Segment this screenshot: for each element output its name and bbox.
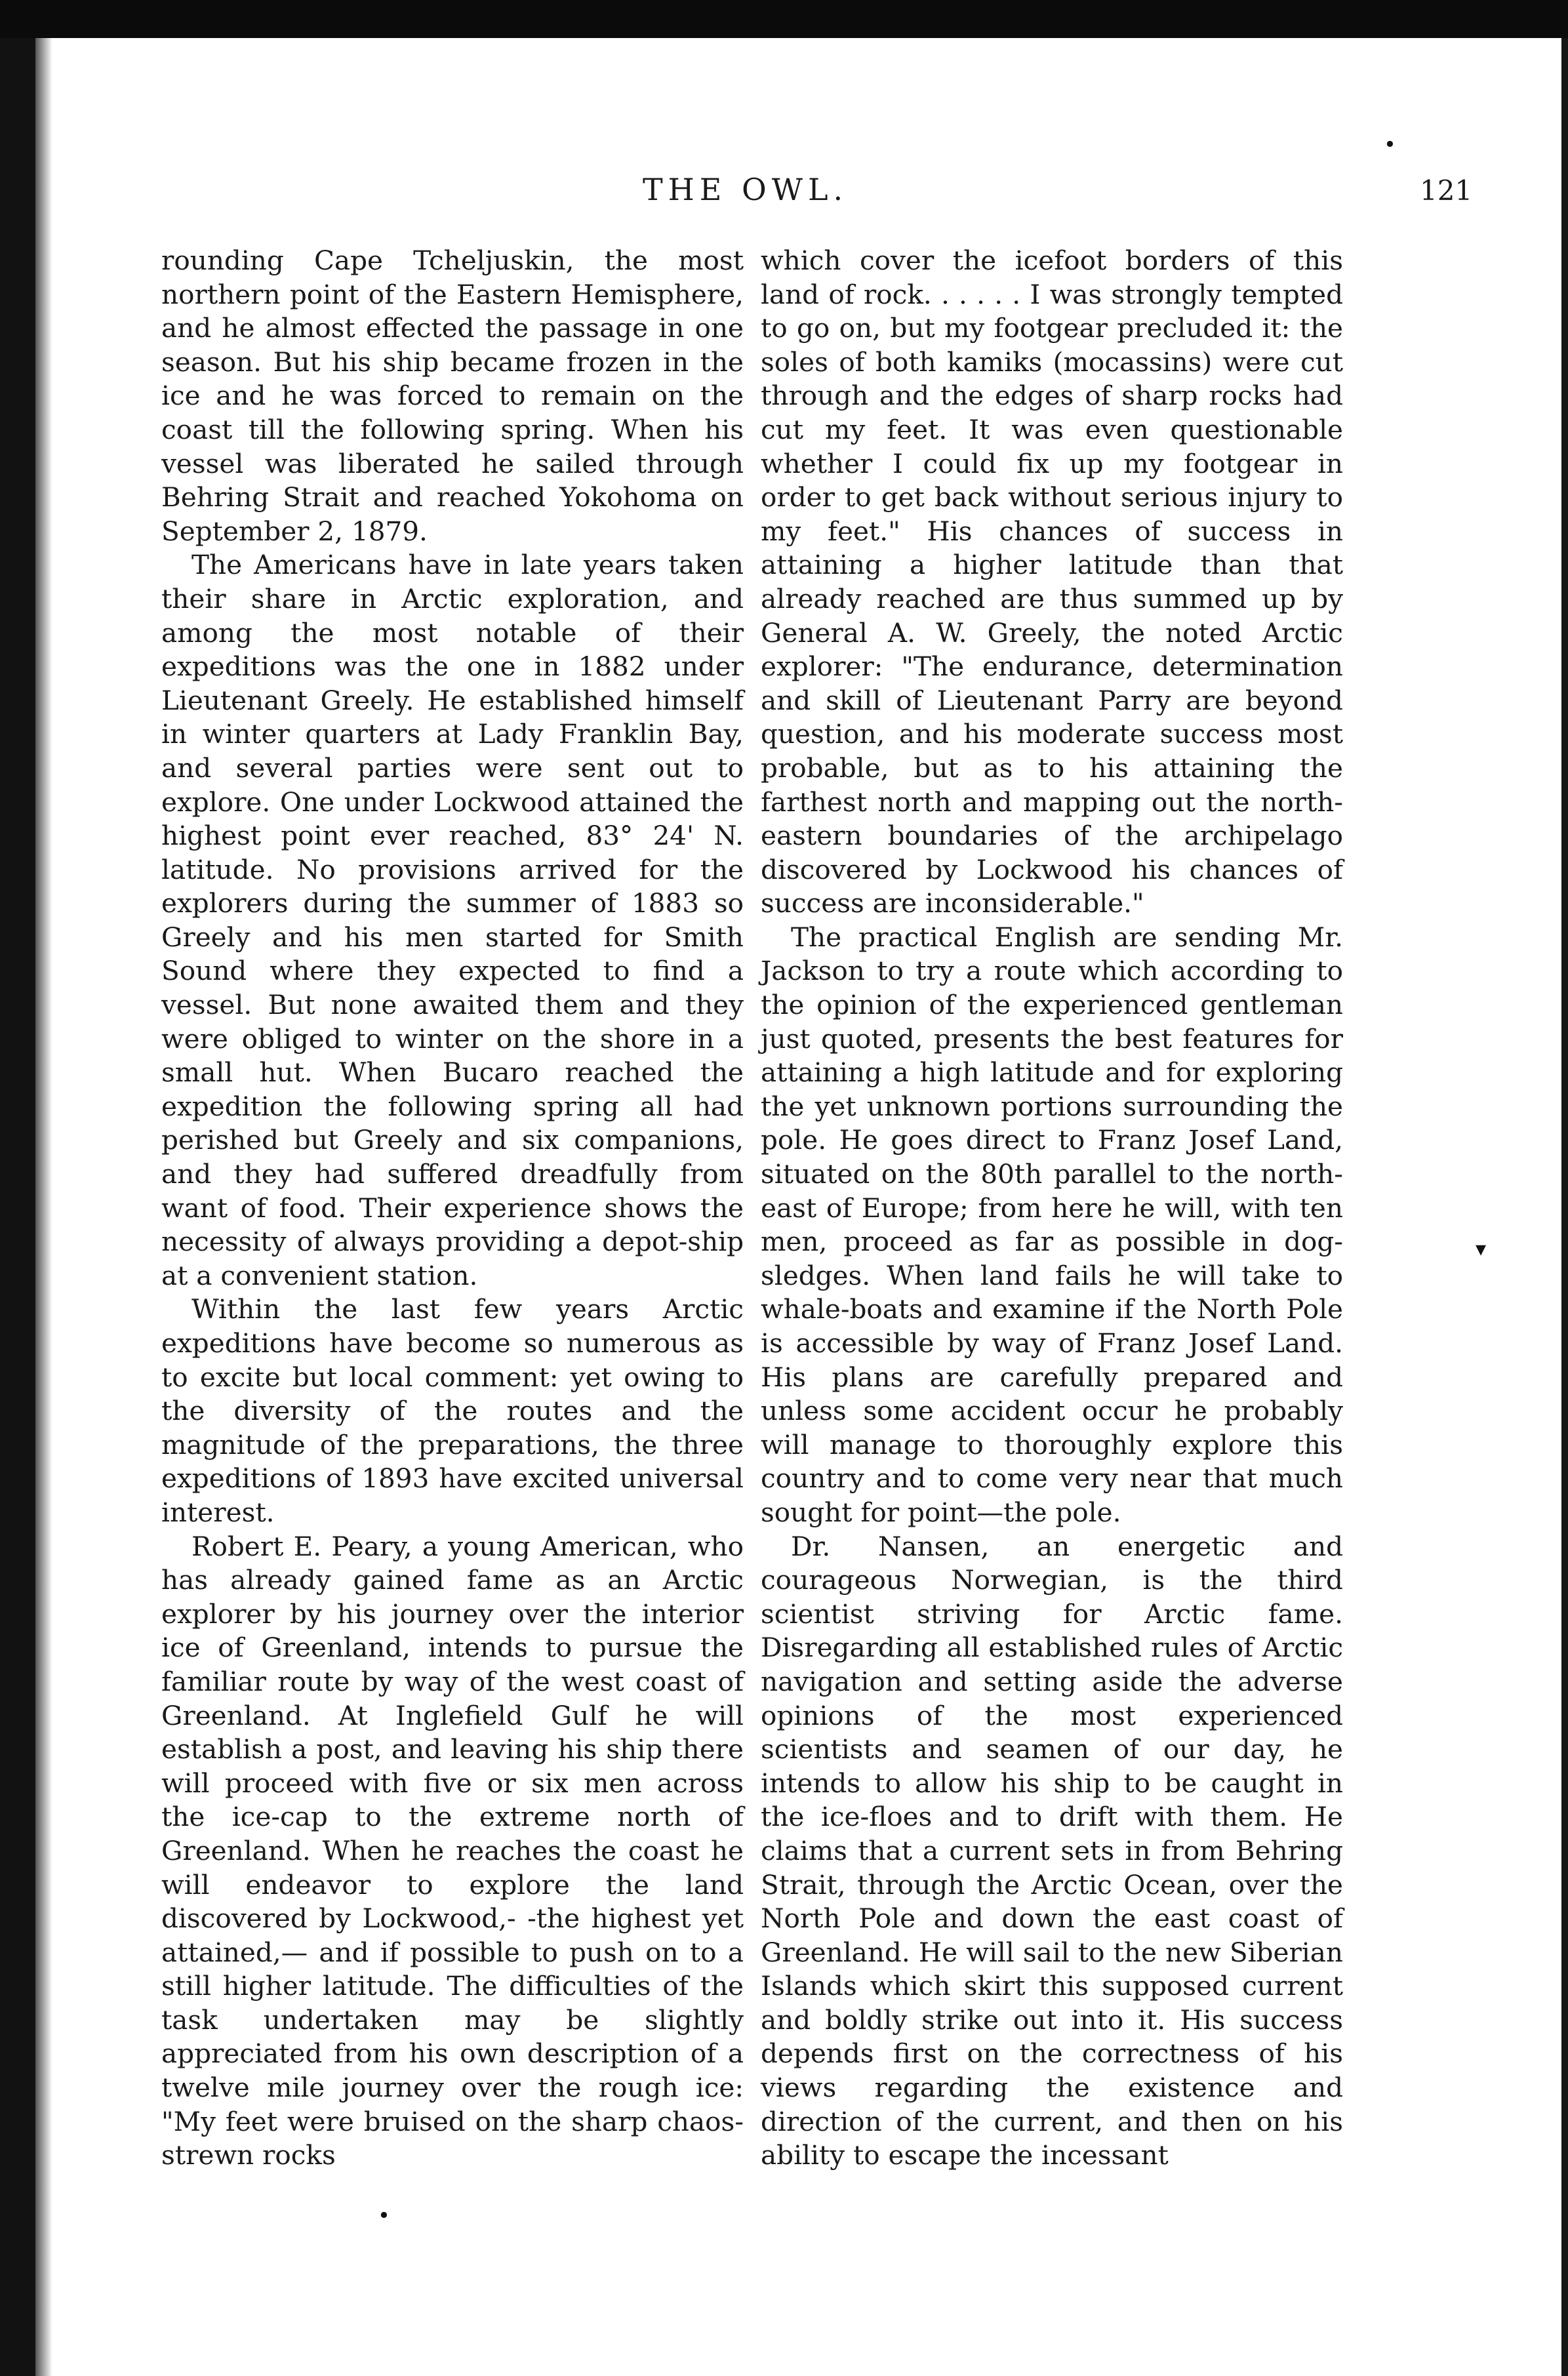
speck-mark: • xyxy=(1384,132,1396,157)
paragraph: The practical English are sending Mr. Jackson to try a route which according to the opinion of the experienced gentleman just quoted, presents the best features for attaining a high latitude and for exploring the yet unknown portions surrounding the pole. He goes direct to Franz Josef Land, situated on the 80th parallel to the north-east of Europe; from here he will, with ten men, proceed as far as possible in dog-sledges. When land fails he will take to whale-boats and examine if the North Pole is accessible by way of Franz Josef Land. His plans are carefully prepared and unless some accident occur he probably will manage to thoroughly explore this country and to come very near that much sought for point—the pole. xyxy=(761,921,1343,1528)
paragraph: Within the last few years Arctic expeditions have become so numerous as to excite but local comment: yet owing to the diversity of the routes and the magnitude of the preparations, the three expeditions of 1893 have excited universal interest. xyxy=(161,1293,744,1528)
page-number: 121 xyxy=(1420,174,1473,207)
scan-top-border xyxy=(0,0,1568,38)
left-column xyxy=(161,244,744,2173)
paragraph: The Americans have in late years taken their share in Arctic exploration, and among the most notable of their expeditions was the one in 1882 under Lieutenant Greely. He established himself in winter quarters at Lady Franklin Bay, and several parties were sent out to explore. One under Lockwood attained the highest point ever reached, 83° 24' N. latitude. No provisions arrived for the explorers during the summer of 1883 so Greely and his men started for Smith Sound where they expected to find a vessel. But none awaited them and they were obliged to winter on the shore in a small hut. When Bucaro reached the expedition the following spring all had perished but Greely and six companions, and they had suffered dreadfully from want of food. Their experience shows the necessity of always providing a depot-ship at a convenient station. xyxy=(161,549,744,1291)
paragraph: which cover the icefoot borders of this land of rock. . . . . . I was strongly tempted to go on, but my footgear precluded it: the soles of both kamiks (mocassins) were cut through and the edges of sharp rocks had cut my feet. It was even questionable whether I could fix up my footgear in order to get back without serious injury to my feet." His chances of success in attaining a higher latitude than that already reached are thus summed up by General A. W. Greely, the noted Arctic explorer: "The endurance, determination and skill of Lieutenant Parry are beyond question, and his moderate success most probable, but as to his attaining the farthest north and mapping out the north-eastern boundaries of the archipelago discovered by Lockwood his chances of success are inconsiderable." xyxy=(761,245,1343,919)
scan-binding-edge xyxy=(0,38,35,2376)
running-head xyxy=(0,172,1568,218)
scan-right-border xyxy=(1561,38,1568,2376)
scan-binding-shadow xyxy=(35,38,52,2376)
speck-mark: ▾ xyxy=(1476,1236,1487,1261)
speck-mark: • xyxy=(378,2203,390,2228)
right-column xyxy=(761,244,1343,2173)
paragraph: rounding Cape Tcheljuskin, the most northern point of the Eastern Hemisphere, and he almost effected the passage in one season. But his ship became frozen in the ice and he was forced to remain on the coast till the following spring. When his vessel was liberated he sailed through Behring Strait and reached Yokohoma on September 2, 1879. xyxy=(161,245,744,547)
paragraph: Dr. Nansen, an energetic and courageous Norwegian, is the third scientist striving for Arctic fame. Disregarding all established rules of Arctic navigation and setting aside the adverse opinions of the most experienced scientists and seamen of our day, he intends to allow his ship to be caught in the ice-floes and to drift with them. He claims that a current sets in from Behring Strait, through the Arctic Ocean, over the North Pole and down the east coast of Greenland. He will sail to the new Siberian Islands which skirt this supposed current and boldly strike out into it. His success depends first on the correctness of his views regarding the existence and direction of the current, and then on his ability to escape the incessant xyxy=(761,1530,1343,2171)
paragraph: Robert E. Peary, a young American, who has already gained fame as an Arctic explorer by his journey over the interior ice of Greenland, intends to pursue the familiar route by way of the west coast of Greenland. At Inglefield Gulf he will establish a post, and leaving his ship there will proceed with five or six men across the ice-cap to the extreme north of Greenland. When he reaches the coast he will endeavor to explore the land discovered by Lockwood,- -the highest yet attained,— and if possible to push on to a still higher latitude. The difficulties of the task undertaken may be slightly appreciated from his own description of a twelve mile journey over the rough ice: "My feet were bruised on the sharp chaos-strewn rocks xyxy=(161,1530,744,2171)
journal-title: THE OWL. xyxy=(643,172,849,207)
